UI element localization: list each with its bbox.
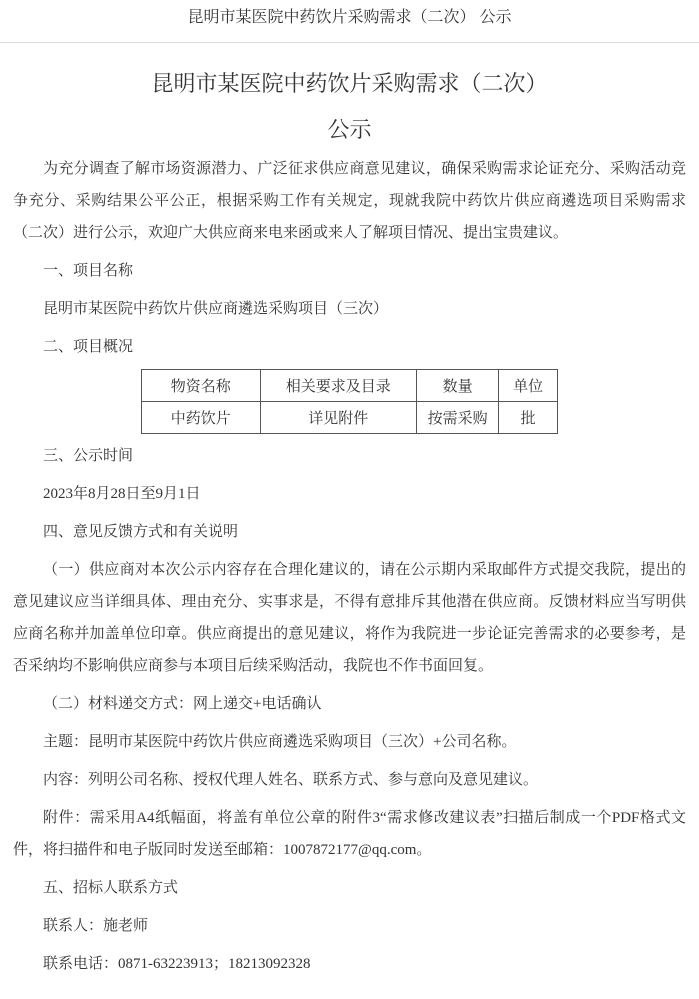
document-title [13,61,686,153]
section2-heading: 二、项目概况 [43,339,134,355]
table-header-row [142,370,558,402]
intro-paragraph: 为充分调查了解市场资源潜力、广泛征求供应商意见建议，确保采购需求论证充分、采购活动竞争充分、采购结果公平公正，根据采购工作有关规定，现就我院中药饮片供应商遴选项目采购需求（二次）进行公示，欢迎广大供应商来电来函或来人了解项目情况、提出宝贵建议。 [13,161,686,241]
section4-item2: （二）材料递交方式：网上递交+电话确认 [43,696,322,712]
table-header-requirements: 相关要求及目录 [260,370,416,402]
contact-phone: 联系电话：0871-63223913；18213092328 [43,956,311,972]
section4-subject: 主题：昆明市某医院中药饮片供应商遴选采购项目（三次）+公司名称。 [43,734,517,750]
table-cell-material-name: 中药饮片 [142,402,261,434]
section1-body: 昆明市某医院中药饮片供应商遴选采购项目（三次） [43,301,389,317]
section5-heading: 五、招标人联系方式 [43,880,179,896]
section4-item1: （一）供应商对本次公示内容存在合理化建议的，请在公示期内采取邮件方式提交我院，提出的意见建议应当详细具体、理由充分、实事求是，不得有意排斥其他潜在供应商。反馈材料应当写明供应商名称并加盖单位印章。供应商提出的意见建议，将作为我院进一步论证完善需求的必要参考，是否采纳均不影响供应商参与本项目后续采购活动，我院也不作书面回复。 [13,562,686,674]
section1-heading: 一、项目名称 [43,263,134,279]
table-cell-requirements: 详见附件 [260,402,416,434]
document-title-line2: 公示 [327,117,372,142]
section3-heading: 三、公示时间 [43,448,134,464]
section3-body: 2023年8月28日至9月1日 [43,486,201,502]
document-title-line1: 昆明市某医院中药饮片采购需求（二次） [151,71,548,96]
page-header [0,0,699,43]
contact-person: 联系人：施老师 [43,918,149,934]
announcement-article [0,61,699,980]
section4-content: 内容：列明公司名称、授权代理人姓名、联系方式、参与意向及意见建议。 [43,772,539,788]
table-header-quantity: 数量 [416,370,498,402]
section4-attachment: 附件：需采用A4纸幅面，将盖有单位公章的附件3“需求修改建议表”扫描后制成一个PDF格式文件，将扫描件和电子版同时发送至邮箱：1007872177@qq.com。 [13,810,686,858]
section4-heading: 四、意见反馈方式和有关说明 [43,524,239,540]
table-row [142,402,558,434]
page-header-title: 昆明市某医院中药饮片采购需求（二次） 公示 [187,9,512,26]
table-header-material-name: 物资名称 [142,370,261,402]
project-overview-table [141,369,558,434]
table-cell-unit: 批 [499,402,558,434]
table-header-unit: 单位 [499,370,558,402]
table-cell-quantity: 按需采购 [416,402,498,434]
